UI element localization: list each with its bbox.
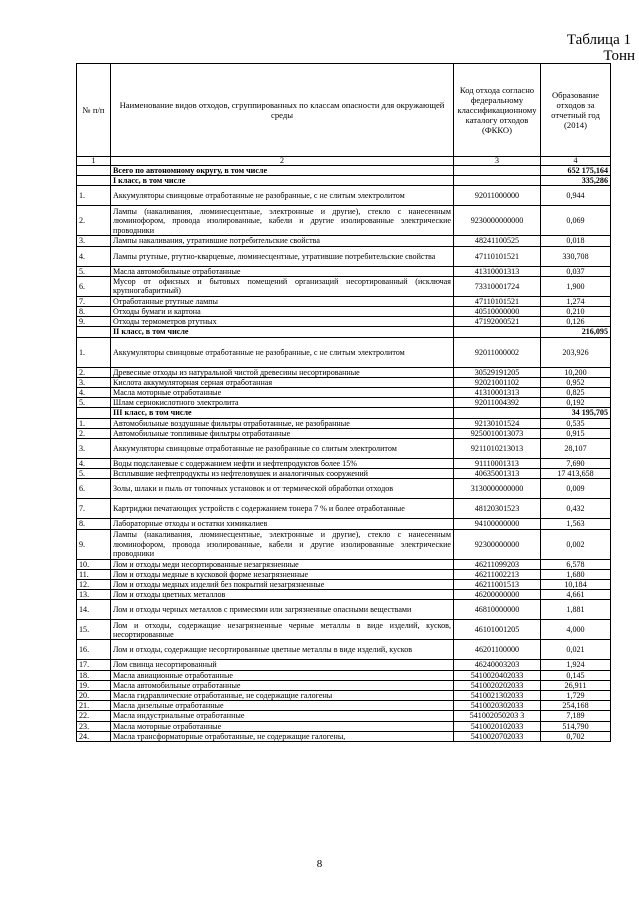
row-code: 94100000000 [454,519,541,529]
row-value: 0,944 [541,186,611,206]
row-number: 9. [77,317,111,327]
table-row [77,529,611,559]
row-value: 0,145 [541,670,611,680]
row-code: 46240003203 [454,660,541,670]
row-number [77,166,111,176]
header-value: Образование отходов за отчетный год (2014) [541,64,611,157]
row-code: 92011004392 [454,398,541,408]
table-row [77,246,611,266]
table-row [77,377,611,387]
row-value: 1,881 [541,600,611,620]
table-row [77,580,611,590]
row-name: Отработанные ртутные лампы [111,296,454,306]
row-name: Лом и отходы черных металлов с примесями или загрязненные опасными веществами [111,600,454,620]
table-row [77,469,611,479]
row-code: 5410021302033 [454,691,541,701]
table-row [77,691,611,701]
table-row [77,499,611,519]
row-name: Масла авиационные отработанные [111,670,454,680]
table-row [77,711,611,721]
row-value: 0,952 [541,377,611,387]
table-row [77,418,611,428]
row-code: 9230000000000 [454,206,541,236]
row-value: 6,578 [541,559,611,569]
row-name: Масла моторные отработанные [111,721,454,731]
row-number: 8. [77,519,111,529]
table-row [77,388,611,398]
waste-table [76,63,611,742]
row-number: 11. [77,569,111,579]
row-number: 2. [77,428,111,438]
table-row [77,569,611,579]
row-name: Масла гидравлические отработанные, не содержащие галогены [111,691,454,701]
row-name: Автомобильные топливные фильтры отработанные [111,428,454,438]
table-row [77,236,611,246]
table-row [77,428,611,438]
table-unit: Тонн [603,48,635,64]
row-value: 0,009 [541,479,611,499]
row-code: 46201100000 [454,640,541,660]
row-name: III класс, в том числе [111,408,454,418]
row-name: Лом и отходы медные в кусковой форме незагрязненные [111,569,454,579]
header-name: Наименование видов отходов, сгруппированных по классам опасности для окружающей среды [111,64,454,157]
row-number: 12. [77,580,111,590]
row-code: 41310001313 [454,266,541,276]
row-value: 1,563 [541,519,611,529]
row-number: 4. [77,459,111,469]
row-code: 41310001313 [454,388,541,398]
row-number: 1. [77,186,111,206]
row-code: 46211099203 [454,559,541,569]
row-code: 5410020102033 [454,721,541,731]
row-number: 15. [77,620,111,640]
table-row [77,186,611,206]
row-name: Кислота аккумуляторная серная отработанная [111,377,454,387]
table-body [77,166,611,742]
row-number: 23. [77,721,111,731]
row-value: 7,189 [541,711,611,721]
row-value: 1,680 [541,569,611,579]
row-name: Масла автомобильные отработанные [111,680,454,690]
row-name: Масла автомобильные отработанные [111,266,454,276]
table-row [77,307,611,317]
row-number: 2. [77,367,111,377]
row-code [454,327,541,337]
row-value: 1,274 [541,296,611,306]
row-name: Золы, шлаки и пыль от топочных установок и от термической обработки отходов [111,479,454,499]
row-number: 22. [77,711,111,721]
row-value: 0,702 [541,731,611,741]
row-code: 47110101521 [454,246,541,266]
table-row [77,721,611,731]
row-number: 21. [77,701,111,711]
table-row [77,600,611,620]
row-name: Лабораторные отходы и остатки химикалиев [111,519,454,529]
table-row-class-total [77,176,611,186]
row-number: 9. [77,529,111,559]
row-value: 7,690 [541,459,611,469]
row-name: Лампы ртутные, ртутно-кварцевые, люминесцентные, утратившие потребительские свойства [111,246,454,266]
table-row-class-total [77,327,611,337]
row-code: 5410020702033 [454,731,541,741]
table-row [77,206,611,236]
row-number: 6. [77,479,111,499]
row-number: 1. [77,337,111,367]
row-name: Отходы термометров ртутных [111,317,454,327]
row-name: Лом и отходы, содержащие незагрязненные черные металлы в виде изделий, кусков, несортированные [111,620,454,640]
row-number: 4. [77,246,111,266]
row-number: 17. [77,660,111,670]
row-number: 19. [77,680,111,690]
row-name: Воды подсланевые с содержанием нефти и нефтепродуктов более 15% [111,459,454,469]
row-code: 5410020402033 [454,670,541,680]
header-code: Код отхода согласно федеральному классификационному каталогу отходов (ФККО) [454,64,541,157]
row-code: 47192000521 [454,317,541,327]
row-number: 5. [77,266,111,276]
row-name: Масла моторные отработанные [111,388,454,398]
row-code: 91110001313 [454,459,541,469]
row-number: 2. [77,206,111,236]
row-name: Аккумуляторы свинцовые отработанные не разобранные, с не слитым электролитом [111,337,454,367]
row-number [77,327,111,337]
row-name: Лом и отходы медных изделий без покрытий незагрязненные [111,580,454,590]
row-value: 1,924 [541,660,611,670]
row-number [77,176,111,186]
row-name: Лампы накаливания, утратившие потребительские свойства [111,236,454,246]
table-row [77,367,611,377]
column-number-4: 4 [541,157,611,166]
row-number: 3. [77,439,111,459]
row-code: 46200000000 [454,590,541,600]
row-name: Масла трансформаторные отработанные, не содержащие галогены, [111,731,454,741]
row-name: Лом и отходы меди несортированные незагрязненные [111,559,454,569]
row-number: 24. [77,731,111,741]
table-row [77,640,611,660]
row-value: 34 195,705 [541,408,611,418]
column-number-row [77,157,611,166]
header-number: № п/п [77,64,111,157]
row-value: 4,661 [541,590,611,600]
row-number: 4. [77,388,111,398]
row-code: 9211010213013 [454,439,541,459]
row-value: 330,708 [541,246,611,266]
table-row [77,670,611,680]
row-number: 13. [77,590,111,600]
row-value: 0,535 [541,418,611,428]
row-code: 48241100525 [454,236,541,246]
row-name: Древесные отходы из натуральной чистой древесины несортированные [111,367,454,377]
row-code: 48120301523 [454,499,541,519]
row-name: Автомобильные воздушные фильтры отработанные, не разобранные [111,418,454,428]
row-value: 0,069 [541,206,611,236]
row-code: 40510000000 [454,307,541,317]
table-row [77,519,611,529]
row-value: 0,432 [541,499,611,519]
row-code: 92011000002 [454,337,541,367]
row-value: 216,095 [541,327,611,337]
row-code: 541002050203 3 [454,711,541,721]
table-row [77,559,611,569]
table-row [77,701,611,711]
row-name: Лом и отходы цветных металлов [111,590,454,600]
row-name: Мусор от офисных и бытовых помещений организаций несортированный (исключая крупногабаритный) [111,276,454,296]
row-value: 17 413,658 [541,469,611,479]
row-value: 514,790 [541,721,611,731]
row-value: 1,900 [541,276,611,296]
row-number: 10. [77,559,111,569]
row-value: 0,002 [541,529,611,559]
table-title: Таблица 1 [566,32,631,48]
row-value: 26,911 [541,680,611,690]
row-code: 46101001205 [454,620,541,640]
row-code [454,408,541,418]
row-value: 0,192 [541,398,611,408]
row-number: 7. [77,296,111,306]
column-number-3: 3 [454,157,541,166]
row-name: Аккумуляторы свинцовые отработанные не разобранные со слитым электролитом [111,439,454,459]
row-name: Лампы (накаливания, люминесцентные, электронные и другие), стекло с нанесенным люминофором, провода изолированные, кабели и другие изолированные электрические проводники [111,529,454,559]
table-row [77,660,611,670]
row-code [454,166,541,176]
row-name: II класс, в том числе [111,327,454,337]
row-code: 40635001313 [454,469,541,479]
row-name: Лом свинца несортированный [111,660,454,670]
row-number: 8. [77,307,111,317]
table-row [77,479,611,499]
row-number: 3. [77,236,111,246]
row-code [454,176,541,186]
row-name: Масла индустриальные отработанные [111,711,454,721]
row-number: 5. [77,398,111,408]
row-number: 3. [77,377,111,387]
row-name: Лампы (накаливания, люминесцентные, электронные и другие), стекло с нанесенным люминофором, провода изолированные, кабели и другие изолированные электрические проводники [111,206,454,236]
row-code: 30529191205 [454,367,541,377]
row-value: 0,825 [541,388,611,398]
table-row [77,731,611,741]
row-value: 4,000 [541,620,611,640]
table-row [77,276,611,296]
row-code: 92300000000 [454,529,541,559]
row-value: 0,037 [541,266,611,276]
row-code: 5410020202033 [454,680,541,690]
table-row [77,266,611,276]
row-code: 46810000000 [454,600,541,620]
row-value: 254,168 [541,701,611,711]
row-value: 0,021 [541,640,611,660]
row-name: Всплывшие нефтепродукты из нефтеловушек и аналогичных сооружений [111,469,454,479]
row-name: Масла дизельные отработанные [111,701,454,711]
table-row [77,317,611,327]
row-name: I класс, в том числе [111,176,454,186]
row-code: 73310001724 [454,276,541,296]
row-value: 203,926 [541,337,611,367]
row-code: 46211001513 [454,580,541,590]
row-code: 92130101524 [454,418,541,428]
row-number: 14. [77,600,111,620]
page-number: 8 [316,858,323,870]
row-number: 7. [77,499,111,519]
column-number-2: 2 [111,157,454,166]
row-value: 0,915 [541,428,611,438]
row-name: Шлам сернокислотного электролита [111,398,454,408]
table-row [77,398,611,408]
table-row [77,459,611,469]
row-number: 6. [77,276,111,296]
table-row [77,620,611,640]
table-row-class-total [77,166,611,176]
table-header-row [77,64,611,157]
row-value: 0,210 [541,307,611,317]
row-code: 46211002213 [454,569,541,579]
row-value: 10,200 [541,367,611,377]
row-code: 541002030203З [454,701,541,711]
row-value: 0,018 [541,236,611,246]
row-code: 47110101521 [454,296,541,306]
table-row [77,337,611,367]
table-row-class-total [77,408,611,418]
row-name: Аккумуляторы свинцовые отработанные не разобранные, с не слитым электролитом [111,186,454,206]
row-number: 5. [77,469,111,479]
waste-table-container [76,63,610,742]
row-name: Всего по автономному округу, в том числе [111,166,454,176]
table-row [77,439,611,459]
row-code: 9250010013073 [454,428,541,438]
row-value: 1,729 [541,691,611,701]
table-row [77,296,611,306]
row-code: 92021001102 [454,377,541,387]
table-row [77,680,611,690]
row-name: Лом и отходы, содержащие несортированные цветные металлы в виде изделий, кусков [111,640,454,660]
row-number: 20. [77,691,111,701]
row-number: 16. [77,640,111,660]
row-value: 28,107 [541,439,611,459]
row-number: 18. [77,670,111,680]
row-code: 92011000000 [454,186,541,206]
row-value: 10,184 [541,580,611,590]
row-value: 652 175,164 [541,166,611,176]
table-row [77,590,611,600]
row-code: 3130000000000 [454,479,541,499]
row-number [77,408,111,418]
row-value: 335,286 [541,176,611,186]
row-name: Картриджи печатающих устройств с содержанием тонера 7 % и более отработанные [111,499,454,519]
row-name: Отходы бумаги и картона [111,307,454,317]
row-value: 0,126 [541,317,611,327]
column-number-1: 1 [77,157,111,166]
row-number: 1. [77,418,111,428]
